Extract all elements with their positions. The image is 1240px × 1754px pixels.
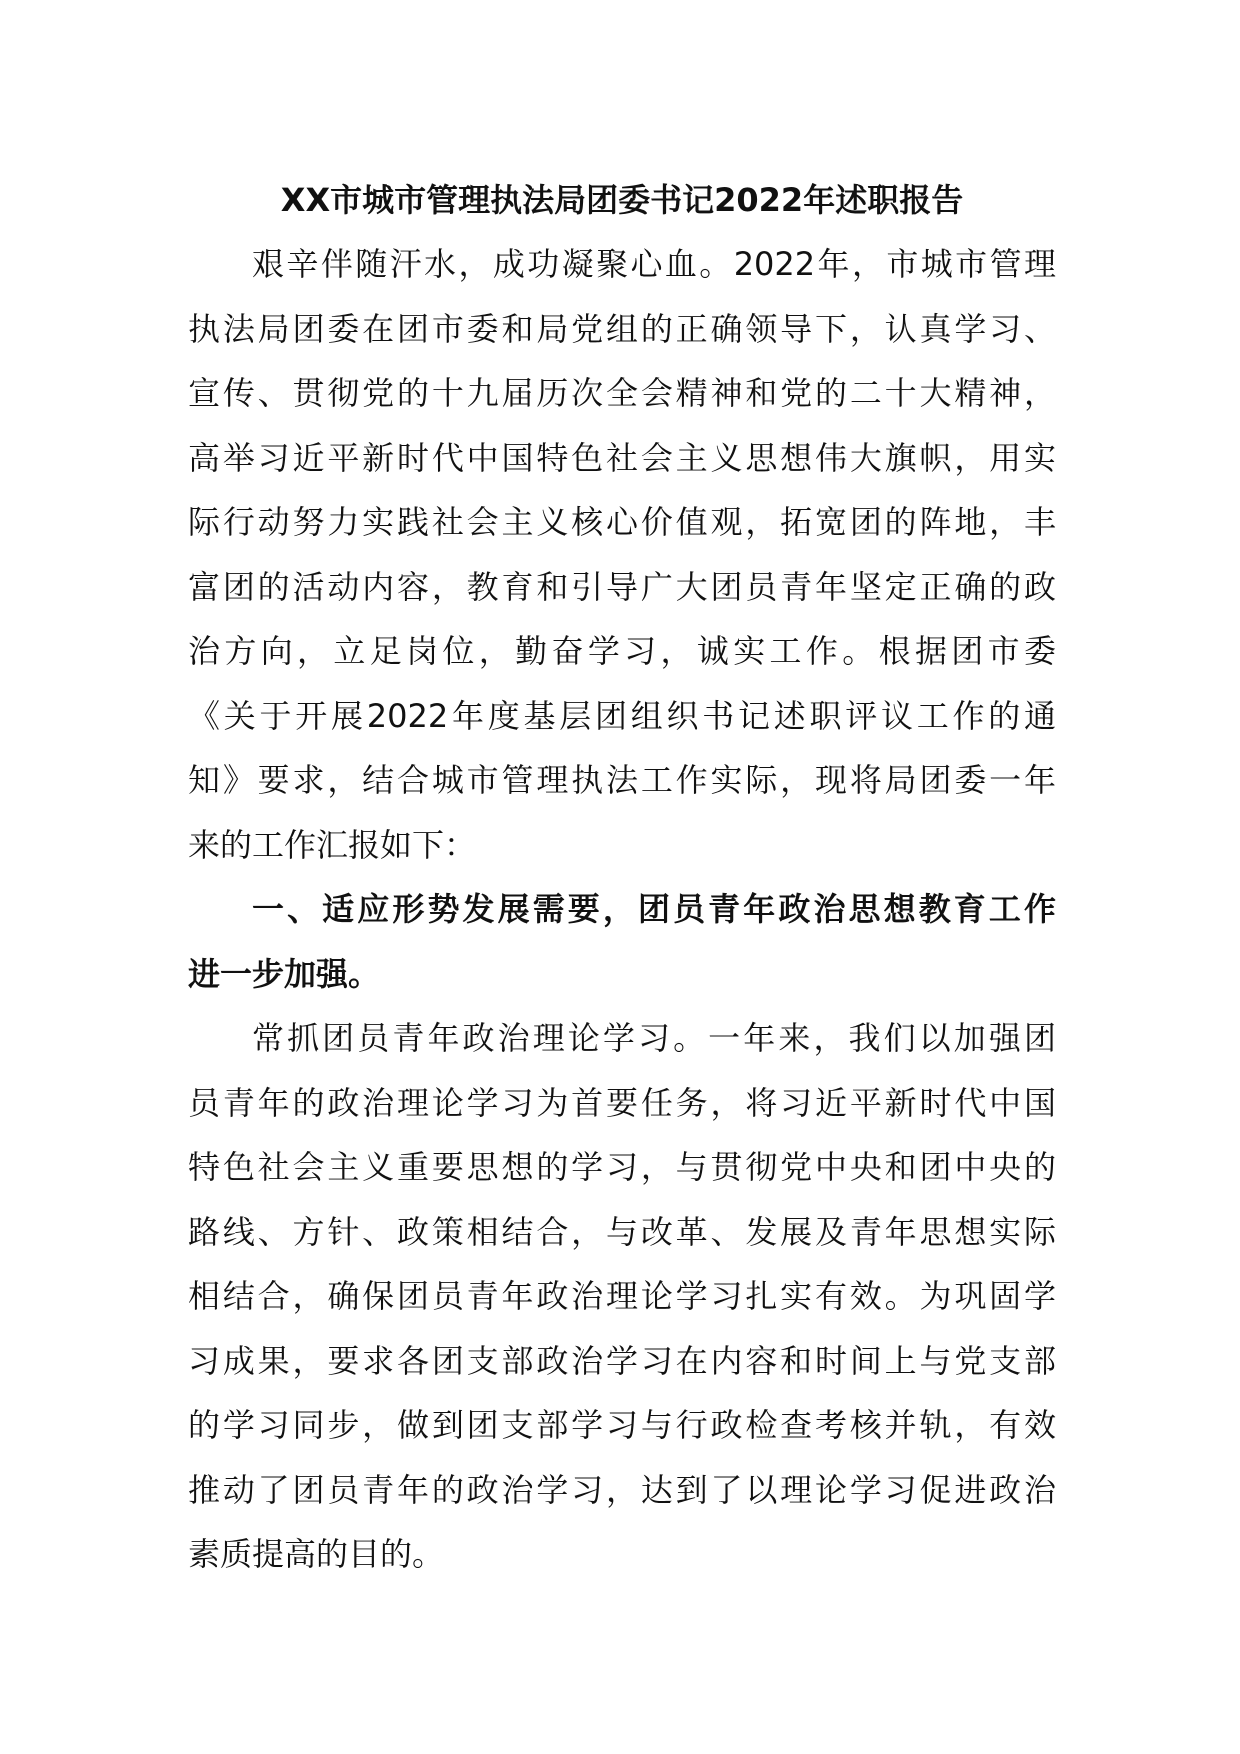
intro-line: 治方向，立足岗位，勤奋学习，诚实工作。根据团市委 [188, 632, 1056, 670]
intro-line: 高举习近平新时代中国特色社会主义思想伟大旗帜，用实 [188, 438, 1056, 477]
section-1-heading [188, 877, 1056, 1006]
section-1-heading-line: 进一步加强。 [188, 954, 381, 993]
section-1-line: 相结合，确保团员青年政治理论学习扎实有效。为巩固学 [188, 1277, 1056, 1315]
intro-line: 艰辛伴随汗水，成功凝聚心血。2022年，市城市管理 [252, 245, 1056, 283]
section-1-line: 推动了团员青年的政治学习，达到了以理论学习促进政治 [188, 1470, 1056, 1509]
section-1-paragraph [188, 1006, 1056, 1587]
intro-line: 知》要求，结合城市管理执法工作实际，现将局团委一年 [188, 761, 1056, 799]
intro-line: 来的工作汇报如下： [188, 825, 477, 864]
section-1-line: 特色社会主义重要思想的学习，与贯彻党中央和团中央的 [188, 1148, 1056, 1186]
document-page [188, 168, 1056, 1587]
section-1-line: 路线、方针、政策相结合，与改革、发展及青年思想实际 [188, 1212, 1056, 1251]
intro-line: 《关于开展2022年度基层团组织书记述职评议工作的通 [188, 696, 1056, 735]
intro-paragraph [188, 232, 1056, 877]
section-1-line: 素质提高的目的。 [188, 1535, 445, 1573]
section-1-line: 的学习同步，做到团支部学习与行政检查考核并轨，有效 [188, 1406, 1056, 1444]
intro-line: 际行动努力实践社会主义核心价值观，拓宽团的阵地，丰 [188, 503, 1056, 541]
section-1-heading-line: 一、适应形势发展需要，团员青年政治思想教育工作 [252, 890, 1056, 928]
document-title: XX市城市管理执法局团委书记2022年述职报告 [280, 181, 964, 219]
intro-line: 执法局团委在团市委和局党组的正确领导下，认真学习、 [188, 309, 1056, 348]
section-1-line: 习成果，要求各团支部政治学习在内容和时间上与党支部 [188, 1341, 1056, 1380]
section-1-line: 常抓团员青年政治理论学习。一年来，我们以加强团 [252, 1019, 1056, 1057]
section-1-line: 员青年的政治理论学习为首要任务，将习近平新时代中国 [188, 1083, 1056, 1122]
intro-line: 富团的活动内容，教育和引导广大团员青年坚定正确的政 [188, 567, 1056, 606]
intro-line: 宣传、贯彻党的十九届历次全会精神和党的二十大精神， [188, 374, 1056, 412]
